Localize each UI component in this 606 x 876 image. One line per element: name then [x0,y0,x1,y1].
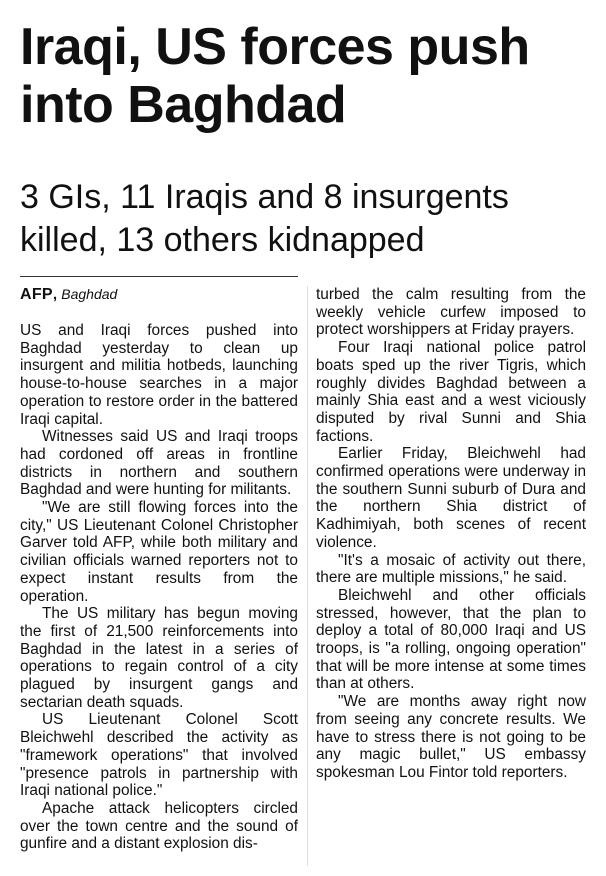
byline-location: Baghdad [61,286,118,302]
byline [20,285,117,304]
paragraph: "It's a mosaic of activity out there, there are multiple missions," he said. [316,551,586,587]
byline-separator: , [52,286,58,303]
headline: Iraqi, US forces push into Baghdad [20,18,530,134]
byline-agency: AFP [20,286,53,303]
paragraph: US Lieutenant Colonel Scott Bleichwehl described the activity as "framework operations" that involved "presence patrols in partnership with Iraqi national police." [20,711,298,800]
paragraph: Four Iraqi national police patrol boats sped up the river Tigris, which roughly divides Baghdad between a mainly Shia east and a west viciously disputed by rival Sunni and Shia factions. [316,339,586,445]
paragraph: Witnesses said US and Iraqi troops had cordoned off areas in frontline districts in northern and southern Baghdad and were hunting for militants. [20,428,298,499]
article-column-right [316,286,586,782]
paragraph: Earlier Friday, Bleichwehl had confirmed operations were underway in the southern Sunni suburb of Dura and the northern Shia district of Kadhimiyah, both scenes of recent violence. [316,445,586,551]
article-column-left [20,322,298,853]
byline-rule [20,276,298,277]
subheadline: 3 GIs, 11 Iraqis and 8 insurgents killed, 13 others kidnapped [20,178,509,259]
paragraph: turbed the calm resulting from the weekly vehicle curfew imposed to protect worshippers at Friday prayers. [316,286,586,339]
paragraph: Bleichwehl and other officials stressed, however, that the plan to deploy a total of 80,000 Iraqi and US troops, is "a rolling, ongoing operation" that will be more intense at some times than at others. [316,586,586,693]
paragraph: "We are still flowing forces into the city," US Lieutenant Colonel Christopher Garver told AFP, while both military and civilian officials warned reporters not to expect instant results from the operation. [20,499,298,605]
paragraph: US and Iraqi forces pushed into Baghdad yesterday to clean up insurgent and militia hotbeds, launching house-to-house searches in a major operation to restore order in the battered Iraqi capital. [20,322,298,428]
column-divider [307,286,308,866]
paragraph: The US military has begun moving the first of 21,500 reinforcements into Baghdad in the latest in a series of operations to regain control of a city plagued by insurgent gangs and sectarian death squads. [20,605,298,711]
paragraph: Apache attack helicopters circled over the town centre and the sound of gunfire and a distant explosion dis- [20,799,298,853]
paragraph: "We are months away right now from seeing any concrete results. We have to stress there is not going to be any magic bullet," US embassy spokesman Lou Fintor told reporters. [316,693,586,781]
